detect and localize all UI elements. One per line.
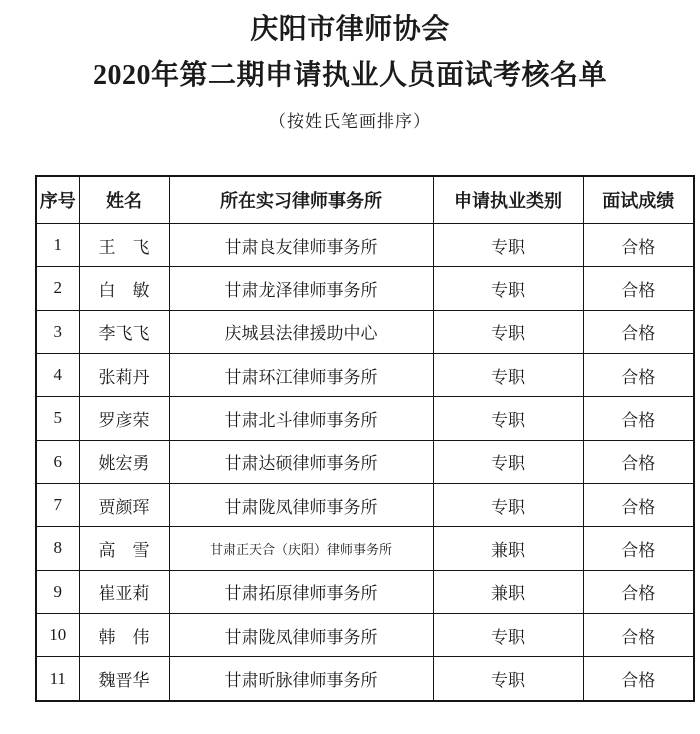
header-cell-firm: 所在实习律师事务所: [169, 176, 433, 224]
cell-name: 魏晋华: [79, 657, 169, 701]
header-cell-name: 姓名: [79, 176, 169, 224]
cell-type: 专职: [433, 397, 583, 440]
table-row: [36, 310, 694, 353]
cell-firm: 甘肃良友律师事务所: [169, 224, 433, 267]
cell-no: 2: [36, 267, 79, 310]
cell-result: 合格: [583, 224, 694, 267]
table-row: [36, 527, 694, 570]
doc-title-line1: 庆阳市律师协会: [250, 14, 450, 45]
table-row: [36, 397, 694, 440]
cell-no: 6: [36, 440, 79, 483]
cell-no: 1: [36, 224, 79, 267]
cell-firm: 甘肃正天合（庆阳）律师事务所: [169, 527, 433, 570]
cell-type: 专职: [433, 310, 583, 353]
cell-type: 兼职: [433, 527, 583, 570]
cell-no: 9: [36, 570, 79, 613]
cell-result: 合格: [583, 440, 694, 483]
table-row: [36, 613, 694, 656]
cell-no: 7: [36, 483, 79, 526]
cell-no: 4: [36, 353, 79, 396]
cell-name: 崔亚莉: [79, 570, 169, 613]
cell-firm: 甘肃昕脉律师事务所: [169, 657, 433, 701]
cell-firm: 甘肃陇凤律师事务所: [169, 483, 433, 526]
cell-result: 合格: [583, 397, 694, 440]
cell-type: 专职: [433, 483, 583, 526]
cell-firm: 甘肃陇凤律师事务所: [169, 613, 433, 656]
cell-result: 合格: [583, 613, 694, 656]
cell-name: 罗彦荣: [79, 397, 169, 440]
cell-type: 专职: [433, 353, 583, 396]
cell-result: 合格: [583, 310, 694, 353]
table-row: [36, 353, 694, 396]
cell-no: 10: [36, 613, 79, 656]
cell-name: 张莉丹: [79, 353, 169, 396]
cell-name: 韩 伟: [79, 613, 169, 656]
cell-no: 11: [36, 657, 79, 701]
cell-result: 合格: [583, 570, 694, 613]
cell-no: 8: [36, 527, 79, 570]
cell-firm: 甘肃北斗律师事务所: [169, 397, 433, 440]
cell-type: 专职: [433, 267, 583, 310]
table-row: [36, 267, 694, 310]
cell-result: 合格: [583, 527, 694, 570]
table-row: [36, 440, 694, 483]
cell-no: 5: [36, 397, 79, 440]
cell-no: 3: [36, 310, 79, 353]
table-row: [36, 483, 694, 526]
cell-firm: 甘肃环江律师事务所: [169, 353, 433, 396]
cell-type: 专职: [433, 224, 583, 267]
header-cell-no: 序号: [36, 176, 79, 224]
doc-subtitle: （按姓氏笔画排序）: [269, 112, 431, 132]
table-row: [36, 657, 694, 701]
cell-type: 专职: [433, 613, 583, 656]
cell-name: 贾颜珲: [79, 483, 169, 526]
cell-result: 合格: [583, 353, 694, 396]
cell-firm: 甘肃拓原律师事务所: [169, 570, 433, 613]
cell-result: 合格: [583, 267, 694, 310]
roster-table: [35, 175, 695, 702]
doc-title-line2: 2020年第二期申请执业人员面试考核名单: [92, 60, 607, 92]
cell-name: 白 敏: [79, 267, 169, 310]
cell-result: 合格: [583, 657, 694, 701]
cell-firm: 甘肃龙泽律师事务所: [169, 267, 433, 310]
cell-type: 兼职: [433, 570, 583, 613]
cell-name: 王 飞: [79, 224, 169, 267]
cell-name: 姚宏勇: [79, 440, 169, 483]
cell-name: 高 雪: [79, 527, 169, 570]
header-cell-result: 面试成绩: [583, 176, 694, 224]
cell-type: 专职: [433, 657, 583, 701]
cell-result: 合格: [583, 483, 694, 526]
cell-firm: 甘肃达硕律师事务所: [169, 440, 433, 483]
cell-type: 专职: [433, 440, 583, 483]
header-cell-type: 申请执业类别: [433, 176, 583, 224]
cell-firm: 庆城县法律援助中心: [169, 310, 433, 353]
document-header: [0, 0, 700, 132]
table-row: [36, 570, 694, 613]
table-header-row: [36, 176, 694, 224]
cell-name: 李飞飞: [79, 310, 169, 353]
table-row: [36, 224, 694, 267]
